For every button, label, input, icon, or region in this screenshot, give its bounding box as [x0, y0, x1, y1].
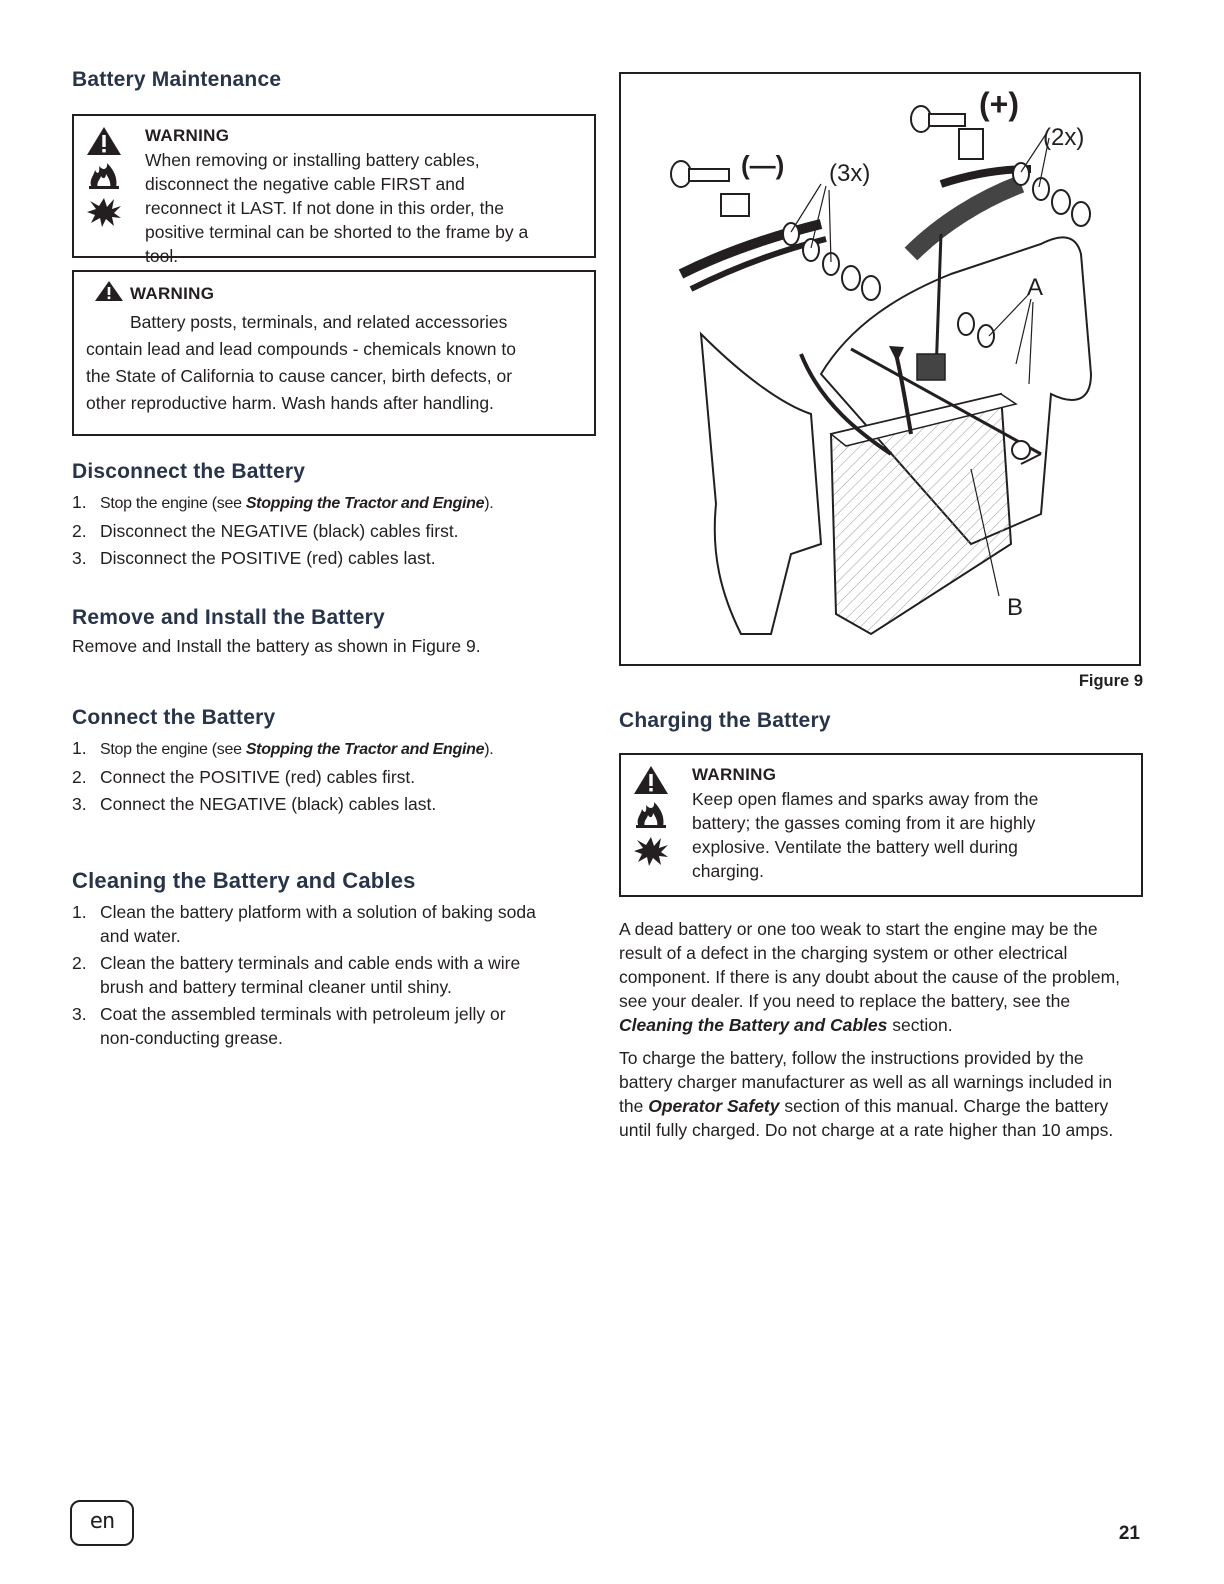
- warning-line: positive terminal can be shorted to the frame by a: [145, 222, 529, 242]
- warning-line: the State of California to cause cancer, birth defects, or: [86, 366, 513, 386]
- warning-line: contain lead and lead compounds - chemicals known to: [86, 339, 516, 359]
- warning-box-charging: [619, 753, 1143, 897]
- positive-terminal-label: (+): [979, 86, 1019, 122]
- warning-line: When removing or installing battery cables,: [145, 150, 480, 170]
- battery-diagram: [621, 74, 1139, 664]
- connect-steps: [72, 736, 596, 816]
- list-item: 3. Connect the NEGATIVE (black) cables last.: [72, 794, 437, 814]
- warning-icons: [633, 765, 673, 873]
- fire-icon: [86, 162, 122, 190]
- warning-box-cables: [72, 114, 596, 266]
- figure-9-illustration: [619, 72, 1141, 666]
- warning-text: [86, 309, 584, 417]
- alert-triangle-icon: [86, 126, 122, 156]
- warning-line: Battery posts, terminals, and related accessories: [130, 312, 508, 332]
- list-item: 3. Disconnect the POSITIVE (red) cables last.: [72, 548, 436, 568]
- explosion-icon: [633, 835, 669, 867]
- warning-title-text: WARNING: [130, 284, 215, 303]
- heading-disconnect: Disconnect the Battery: [72, 460, 306, 483]
- page-number: 21: [1118, 1523, 1140, 1544]
- language-badge: en: [70, 1500, 134, 1546]
- warning-text: [692, 787, 1127, 883]
- warning-line: explosive. Ventilate the battery well during: [692, 837, 1018, 857]
- remove-install-text: Remove and Install the battery as shown in Figure 9.: [72, 636, 481, 656]
- count-2x-label: (2x): [1043, 124, 1085, 151]
- cross-reference: Operator Safety: [648, 1096, 780, 1116]
- warning-line: disconnect the negative cable FIRST and: [145, 174, 465, 194]
- warning-line: battery; the gasses coming from it are highly: [692, 813, 1036, 833]
- warning-line: tool.: [145, 246, 179, 266]
- explosion-icon: [86, 196, 122, 228]
- list-item: 2. Connect the POSITIVE (red) cables first.: [72, 767, 416, 787]
- heading-charging: Charging the Battery: [619, 709, 831, 732]
- list-item: 1. Clean the battery platform with a solution of baking soda and water.: [72, 902, 536, 946]
- list-item: 1. Stop the engine (see Stopping the Tractor and Engine).: [72, 492, 494, 512]
- warning-title: WARNING: [692, 765, 777, 784]
- cross-reference: Cleaning the Battery and Cables: [619, 1015, 888, 1035]
- alert-triangle-icon: [94, 280, 124, 302]
- warning-line: other reproductive harm. Wash hands after handling.: [86, 393, 494, 413]
- warning-title: [86, 280, 584, 306]
- warning-line: reconnect it LAST. If not done in this order, the: [145, 198, 504, 218]
- charging-paragraph-2: To charge the battery, follow the instructions provided by the battery charger manufacturer as well as all warnings included in the Operator Safety section of this manual. Charge the battery until fully charged. Do not charge at a rate higher than 10 amps.: [619, 1048, 1114, 1140]
- cross-reference: Stopping the Tractor and Engine: [245, 495, 485, 512]
- right-column: [619, 72, 1143, 1142]
- cross-reference: Stopping the Tractor and Engine: [245, 741, 485, 758]
- cleaning-steps: [72, 900, 596, 1050]
- heading-cleaning: Cleaning the Battery and Cables: [72, 868, 416, 893]
- disconnect-steps: [72, 490, 596, 570]
- left-column: [72, 68, 596, 1053]
- warning-line: Keep open flames and sparks away from the: [692, 789, 1039, 809]
- warning-line: charging.: [692, 861, 764, 881]
- charging-paragraph-1: A dead battery or one too weak to start the engine may be the result of a defect in the charging system or other electrical component. If there is any doubt about the cause of the problem, see your dealer. If you need to replace the battery, see the Cleaning the Battery and Cables section.: [619, 919, 1121, 1035]
- list-item: 3. Coat the assembled terminals with petroleum jelly or non-conducting grease.: [72, 1004, 506, 1048]
- label-b: B: [1007, 594, 1024, 621]
- figure-caption: Figure 9: [1078, 672, 1143, 690]
- label-a: A: [1027, 274, 1044, 301]
- fire-icon: [633, 801, 669, 829]
- negative-terminal-label: (—): [741, 150, 785, 180]
- warning-text: [145, 148, 580, 268]
- warning-title: WARNING: [145, 126, 230, 145]
- list-item: 2. Clean the battery terminals and cable ends with a wire brush and battery terminal cleaner until shiny.: [72, 953, 521, 997]
- heading-remove-install: Remove and Install the Battery: [72, 606, 385, 629]
- heading-connect: Connect the Battery: [72, 706, 276, 729]
- list-item: 1. Stop the engine (see Stopping the Tractor and Engine).: [72, 738, 494, 758]
- count-3x-label: (3x): [829, 160, 871, 187]
- list-item: 2. Disconnect the NEGATIVE (black) cables first.: [72, 521, 459, 541]
- warning-icons: [86, 126, 126, 234]
- alert-triangle-icon: [633, 765, 669, 795]
- heading-battery-maintenance: Battery Maintenance: [72, 68, 282, 91]
- warning-box-lead: [72, 270, 596, 436]
